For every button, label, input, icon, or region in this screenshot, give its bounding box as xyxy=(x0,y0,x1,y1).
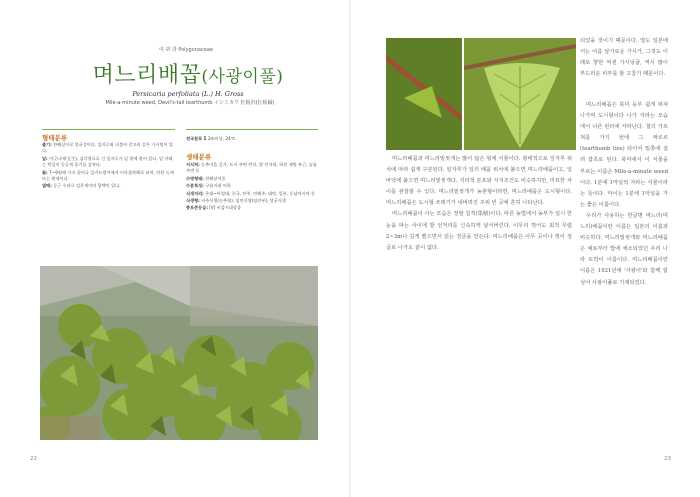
ecology-item: 서식처: 농촌마을 길가, 도시 주변 빈터, 밭 언저리, 하천 제방 부근, 숲틈 주변 등 xyxy=(186,162,317,174)
leaf-photo-2 xyxy=(464,38,576,150)
body-paragraph: 며느리배꼽은 북미 동부 쉽게 퍼져 나가며 도시형이다 나가 자라는 모습에서 너른 빈터에 자라난다. 철의 가르쳐를 가지 번에 그 짜르르(tearthumb ties) 타이어 밑쪽에 걸려 잡초로 된다. 북미에서 이 식물을 부르는 이름은 Mile-a-minute weed이다. 1분에 1마일씩 자라는 식물이라는 뜻이다. 마이는 1분에 1마일을 가는 좋은 이름이다. xyxy=(580,102,668,208)
body-paragraph: 우리가 사용하는 한글명 며느리(며느리)배꼽이란 이름은 일본의 이름과 비슷하다. 며느리밑씻개와 며느리배꼽은 예로부터 밥에 채소되었던 우리 나라 토박이 이름이다. 며느리배꼽이란 이름은 1921년에 '사광이'와 함께 합성어 사광이풀로 기재되었다. xyxy=(580,212,668,286)
body-column-2 xyxy=(580,100,668,454)
ecology-item: 수명형태: 한해살이풀 xyxy=(186,175,226,181)
plant-photo xyxy=(40,266,318,440)
distribution: 전국분포 Σ 2m이상, 24℃ xyxy=(186,136,236,141)
page-number: 23 xyxy=(664,456,671,462)
morphology-item: 열매: 둥근 수과로 검은색이며 광택이 있다. xyxy=(42,183,121,189)
page-title xyxy=(88,58,288,89)
title-sub: (사광이풀) xyxy=(201,67,284,87)
ecology-item: 종보존등급: [V] 비감시대상종 xyxy=(186,205,241,211)
ecology-item: 식생형: 터주식생(농촌형), 임연식생(임연부), 덩굴식생 xyxy=(186,198,286,204)
morphology-item: 잎: 어긋나며(互生), 삼각형으로 긴 잎자루가 잎 밑에 붙어 있다. 잎 아래는 턱잎이 둥글게 줄기를 감싼다. xyxy=(42,155,173,168)
morphology-item: 줄기: 한해살이로 덩굴성이다. 잎자루와 더불어 갈고리 같은 가시털이 있다. xyxy=(42,142,173,154)
ecology-heading: 생태분류 xyxy=(186,153,212,161)
ecology-item: 수분특징: 구름지대 이하 xyxy=(186,183,231,189)
section-rule xyxy=(42,129,175,130)
common-names: Mile-a-minute weed, Devil's-tail tearthumb イシミカワ 杠板归(扛板歸) xyxy=(105,100,275,106)
section-rule xyxy=(186,129,318,130)
morphology-heading: 형태분류 xyxy=(42,134,68,142)
scientific-name: Persicaria perfoliata (L.) H. Gross xyxy=(132,90,244,98)
title-main: 며느리배꼽 xyxy=(92,63,202,88)
page-number: 22 xyxy=(30,456,37,462)
body-paragraph: 며느리배꼽이 사는 모습은 정말 집적(集積)이다. 따른 농법에서 농부가 일시 한눈을 파는 사이에 밭 언저리를 신속하게 덮어버린다. 이무리 꺾어도 최적 무렵 2~3m나 길게 뻗으면서 얽는 정글을 만든다. 며느리배꼽은 아무 곳이나 꺾이 정글로 나가도 끝이 없다. xyxy=(386,211,572,251)
morphology-list xyxy=(42,142,175,191)
ecology-item: 식생지리: 온대~아열대, 중국, 만주, 연해주, 대만, 일본, 동남아시아 등 xyxy=(186,190,316,196)
body-paragraph: 며느리배꼽과 며느리밑씻개는 많이 닮은 형제 식물이다. 형태적으로 잎자루 위치에 따라 쉽게 구분된다. 잎자루가 잎의 배꼽 위치에 붙으면 며느리배꼽이고, 잎바닥에 붙으면 며느리밑씻개다. 지리적 분포와 서식조건도 비슷하지만, 미묘한 차이를 관찰할 수 있다. 며느리밑씻개가 농촌형이라면, 며느리배꼽은 도시형이다. 며느리배꼽은 도시형 쓰레기가 내버려진 주위 빈 곳에 흔히 나타난다. xyxy=(386,156,572,207)
right-page xyxy=(350,0,700,497)
ecology-list xyxy=(186,162,318,213)
body-text-top: 되었을 것이기 때문이다. 열도 일본에서는 여름 날가로운 가시가, 그것도 이래로 향한 억센 가시덩굴, 역시 많이 부드러운 피부를 할 고참기 때문이다. xyxy=(580,38,668,78)
family-label: 여 뀌 과 Polygonaceae xyxy=(159,47,213,53)
body-column-1 xyxy=(386,154,572,454)
morphology-item: 꽃: 7~9월에 가지 끝이나 잎겨드랑이에서 이삭꽃차례로 피며, 연한 녹색 또는 흰색이다. xyxy=(42,169,174,182)
leaf-photo-1 xyxy=(386,38,462,150)
